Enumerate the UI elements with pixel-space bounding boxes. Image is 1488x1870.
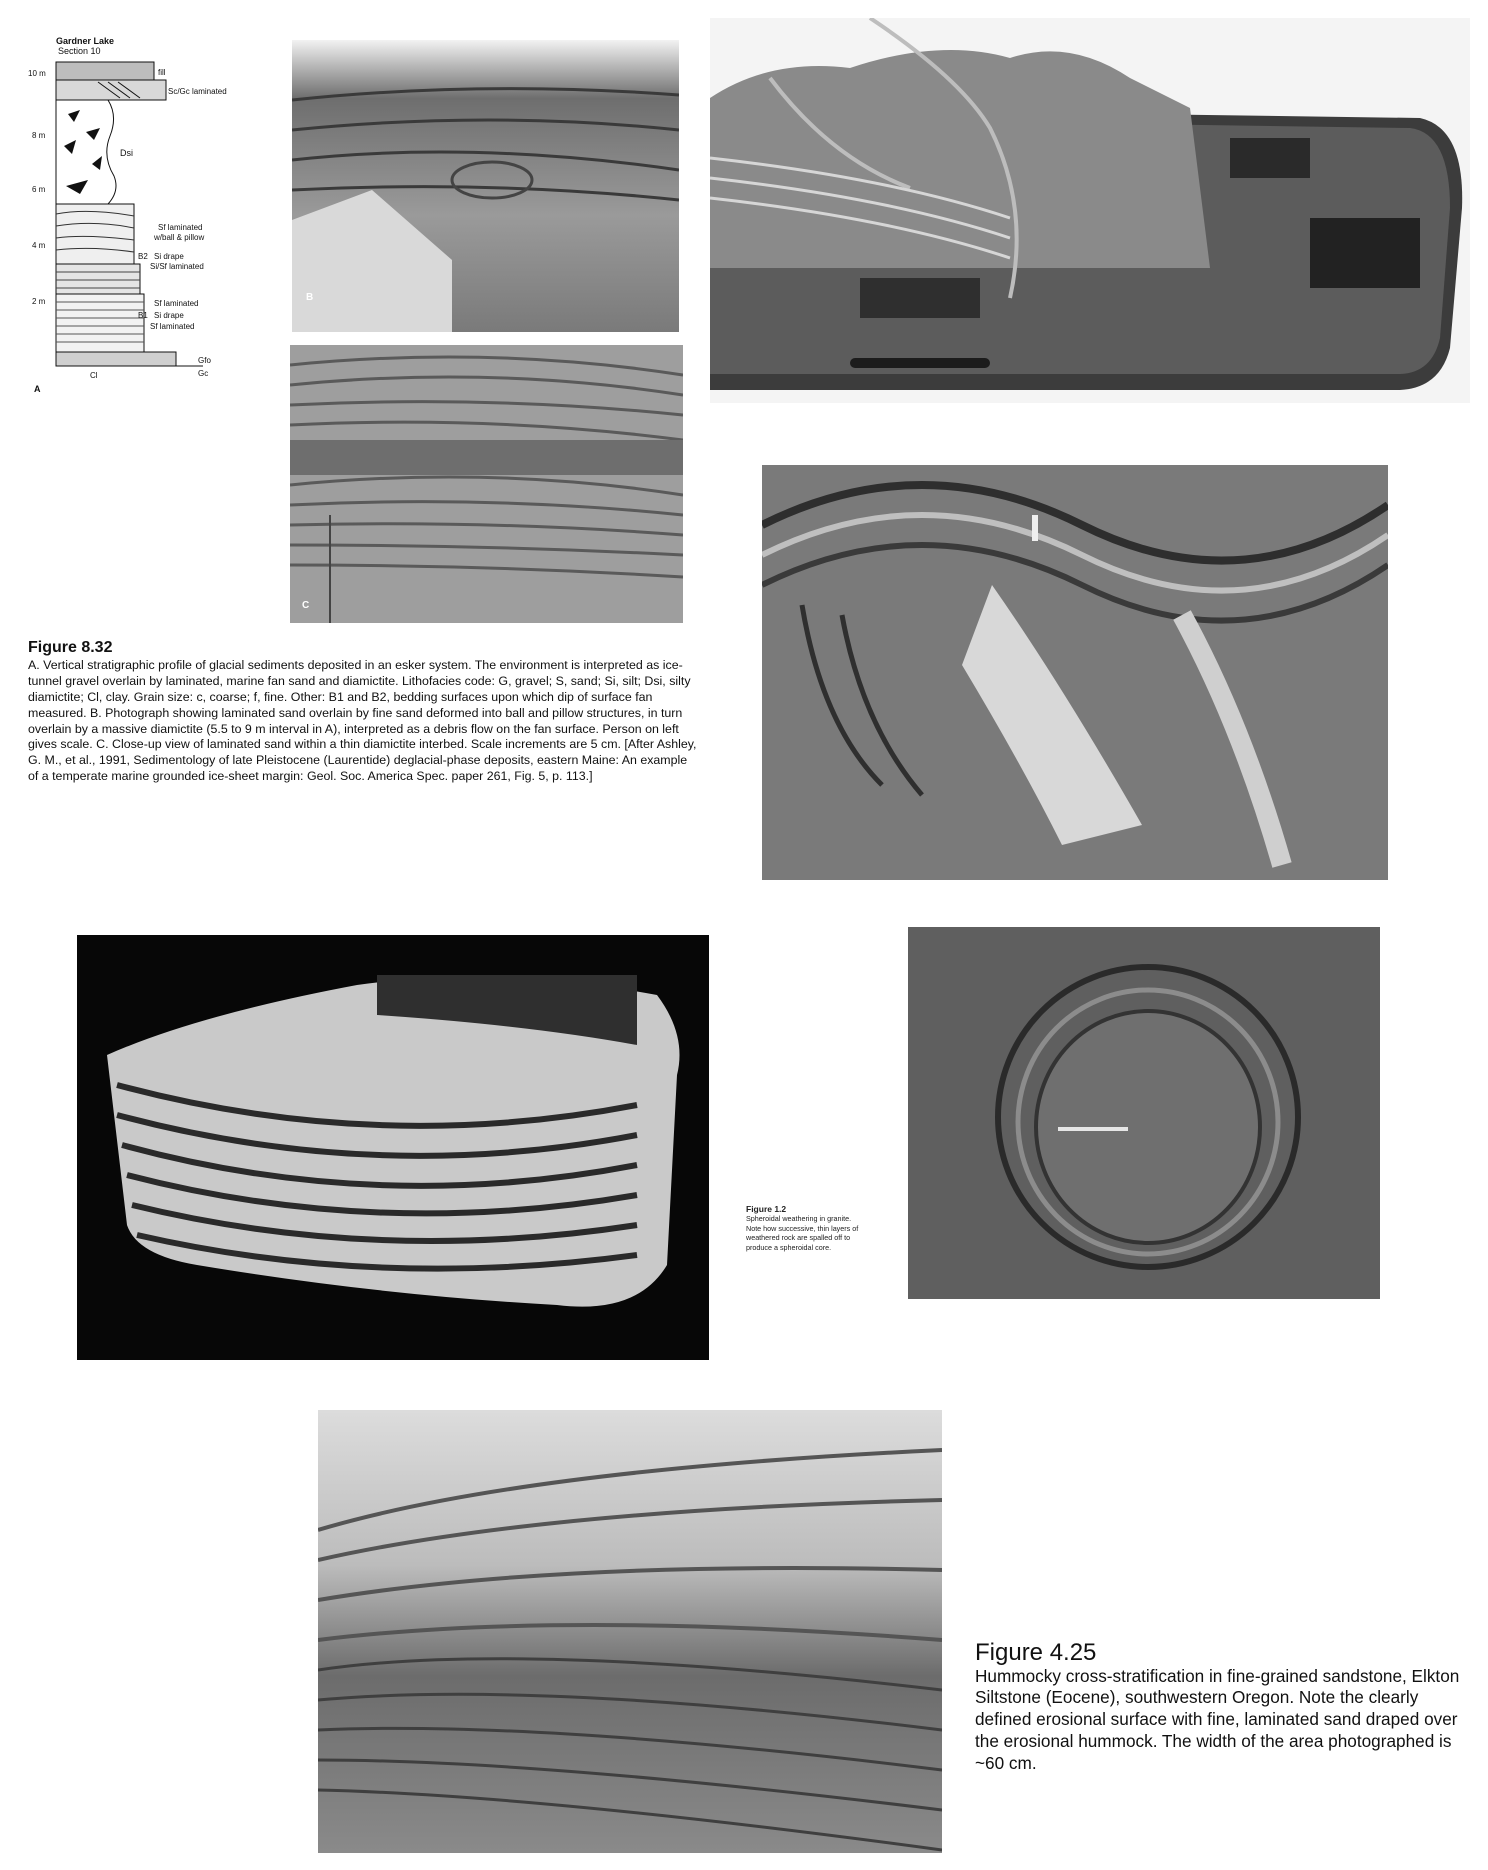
unit-gc: Gc <box>198 369 209 378</box>
unit-sf-2: Sf laminated <box>154 299 199 308</box>
photo-folded-rock-layers <box>762 465 1388 880</box>
depth-10m: 10 m <box>28 69 46 78</box>
figure-4-25-text: Hummocky cross-stratification in fine-grained sandstone, Elkton Siltstone (Eocene), southwestern Oregon. Note the clearly defined erosional surface with fine, laminated sand draped over the erosional hummock. The width of the area photographed is ~60 cm. <box>975 1665 1460 1773</box>
figure-1-2-caption <box>746 1205 866 1252</box>
unit-dsi: Dsi <box>120 148 133 158</box>
strat-subtitle: Section 10 <box>58 46 101 56</box>
unit-sf-3: Sf laminated <box>150 322 195 331</box>
figure-1-2-title: Figure 1.2 <box>746 1204 787 1214</box>
depth-6m: 6 m <box>32 185 46 194</box>
panel-a-letter: A <box>34 384 41 394</box>
unit-si-sf: Si/Sf laminated <box>150 262 204 271</box>
figure-8-32-title: Figure 8.32 <box>28 639 113 656</box>
strat-title: Gardner Lake <box>56 36 115 46</box>
figure-4-25-caption <box>975 1639 1475 1774</box>
unit-si-drape-2: Si drape <box>154 311 184 320</box>
unit-gfo: Gfo <box>198 356 211 365</box>
figure-8-32-text: A. Vertical stratigraphic profile of glacial sediments deposited in an esker system. The environment is interpreted as ice-tunnel gravel overlain by laminated, marine fan sand and diamictite. Lithofacies code: G, gravel; S, sand; Si, silt; Dsi, silty diamictite; Cl, clay. Grain size: c, coarse; f, fine. Other: B1 and B2, bedding surfaces upon which dip of surface fan measured. B. Photograph showing laminated sand overlain by fine sand deformed into ball and pillow structures, in turn overlain by a massive diamictite (5.5 to 9 m interval in A), interpreted as a debris flow on the fan surface. Person on left gives scale. C. Close-up view of laminated sand within a thin diamictite interbed. Scale increments are 5 cm. [After Ashley, G. M., et al., 1991, Sedimentology of late Pleistocene (Laurentide) deglacial-phase deposits, eastern Maine: An example of a temperate marine grounded ice-sheet margin: Geol. Soc. America Spec. paper 261, Fig. 5, p. 113.] <box>28 657 697 784</box>
figure-4-25-title: Figure 4.25 <box>975 1639 1097 1666</box>
grain-axis-cl: Cl <box>90 371 98 380</box>
unit-scgc: Sc/Gc laminated <box>168 87 227 96</box>
panel-b-letter: B <box>306 292 314 303</box>
unit-b1: B1 <box>138 311 148 320</box>
photo-spheroidal-weathering <box>908 927 1380 1299</box>
photo-rolled-laminated-block <box>77 935 709 1360</box>
photo-b-esker-outcrop <box>292 40 679 332</box>
unit-si-drape-1: Si drape <box>154 252 184 261</box>
photo-swollen-phone-battery <box>710 18 1470 403</box>
photo-c-laminated-sand <box>290 345 683 623</box>
unit-fill: fill <box>158 68 166 77</box>
depth-2m: 2 m <box>32 297 46 306</box>
depth-8m: 8 m <box>32 131 46 140</box>
unit-sf-1: Sf laminated <box>158 223 203 232</box>
unit-b2: B2 <box>138 252 148 261</box>
stratigraphic-column-diagram <box>28 36 290 481</box>
depth-4m: 4 m <box>32 241 46 250</box>
panel-c-letter: C <box>302 600 310 611</box>
figure-8-32-caption <box>28 640 698 785</box>
figure-1-2-text: Spheroidal weathering in granite. Note how successive, thin layers of weathered rock are spalled off to produce a spheroidal core. <box>746 1214 859 1252</box>
unit-ball-pillow: w/ball & pillow <box>154 233 205 242</box>
photo-hummocky-cross-stratification <box>318 1410 942 1853</box>
